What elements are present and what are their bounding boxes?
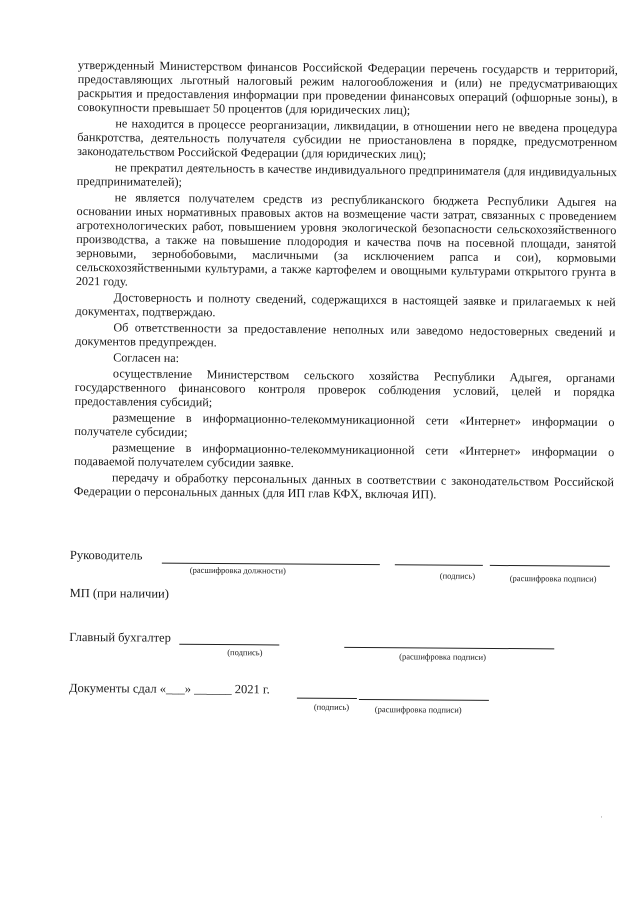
page-mark: ·	[600, 812, 603, 822]
paragraph-consent-personal-data: передачу и обработку персональных данных в соответствии с законодательством Российской Федерации о персональных данных (для ИП глав КФХ, включая ИП).	[73, 470, 615, 502]
paragraph-budget-funds: не является получателем средств из республиканского бюджета Республики Адыгея на основании иных нормативных правовых актов на возмещение части затрат, связанных с проведением агротехнологических работ, повышением уровня экологической безопасности сельскохозяйственного производства, а также на повышение плодородия и качества почв на посевной площади, занятой зерновыми, зернобобовыми, масличными (за исключением рапса и сои), кормовыми сельскохозяйственными культурами, а также картофелем и овощными культурами открытого грунта в 2021 году.	[75, 190, 617, 289]
head-position-caption: (расшифровка должности)	[189, 564, 286, 576]
submitted-label: Документы сдал «___» ______ 2021 г.	[68, 680, 270, 697]
submitted-decoding-line[interactable]	[359, 699, 489, 701]
head-label: Руководитель	[69, 547, 143, 563]
head-signature-row	[70, 548, 630, 572]
declaration-text	[74, 58, 618, 505]
accountant-signature-caption: (подпись)	[227, 647, 263, 658]
paragraph-consent-inspection: осуществление Министерством сельского хозяйства Республики Адыгея, органами государственного финансового контроля проверок соблюдения условий, целей и порядка предоставления субсидий;	[74, 366, 616, 410]
accountant-label: Главный бухгалтер	[69, 629, 171, 645]
submitted-decoding-caption: (расшифровка подписи)	[374, 704, 462, 715]
head-signature-caption: (подпись)	[439, 570, 476, 581]
head-signature-line[interactable]	[395, 564, 483, 566]
paragraph-reliability: Достоверность и полноту сведений, содержащихся в настоящей заявке и прилагаемых к ней документах, подтверждаю.	[75, 290, 616, 320]
paragraph-reorganization: не находится в процессе реорганизации, ликвидации, в отношении него не введена процедура банкротства, деятельность получателя субсидии не приостановлена в порядке, предусмотренном законодательством Российской Федерации (для юридических лиц);	[77, 116, 618, 162]
paragraph-offshore: утвержденный Министерством финансов Российской Федерации перечень государств и территорий, предоставляющих льготный налоговый режим налогообложения и (или) не предусматривающих раскрытия и предоставления информации при проведении финансовых операций (офшорные зоны), в совокупности превышает 50 процентов (для юридических лиц);	[77, 58, 618, 118]
paragraph-consent-internet-recipient: размещение в информационно-телекоммуникационной сети «Интернет» информации о получателе субсидии;	[74, 410, 615, 440]
accountant-decoding-line[interactable]	[344, 647, 554, 649]
accountant-decoding-caption: (расшифровка подписи)	[399, 651, 487, 662]
accountant-signature-line[interactable]	[179, 644, 279, 646]
paragraph-consent-heading: Согласен на:	[113, 350, 180, 365]
paragraph-consent-internet-application: размещение в информационно-телекоммуникационной сети «Интернет» информации о подаваемой получателем субсидии заявке.	[74, 440, 615, 471]
paragraph-entrepreneur: не прекратил деятельность в качестве индивидуального предпринимателя (для индивидуальных предпринимателей);	[76, 160, 617, 190]
submitted-signature-line[interactable]	[297, 698, 357, 699]
submitted-signature-caption: (подпись)	[313, 701, 350, 712]
head-decoding-caption: (расшифровка подписи)	[509, 573, 597, 584]
signature-block	[68, 540, 630, 715]
stamp-label: МП (при наличии)	[69, 585, 169, 601]
head-decoding-line[interactable]	[490, 565, 610, 567]
paragraph-responsibility: Об ответственности за предоставление неполных или заведомо недостоверных сведений и документов предупрежден.	[75, 320, 616, 350]
